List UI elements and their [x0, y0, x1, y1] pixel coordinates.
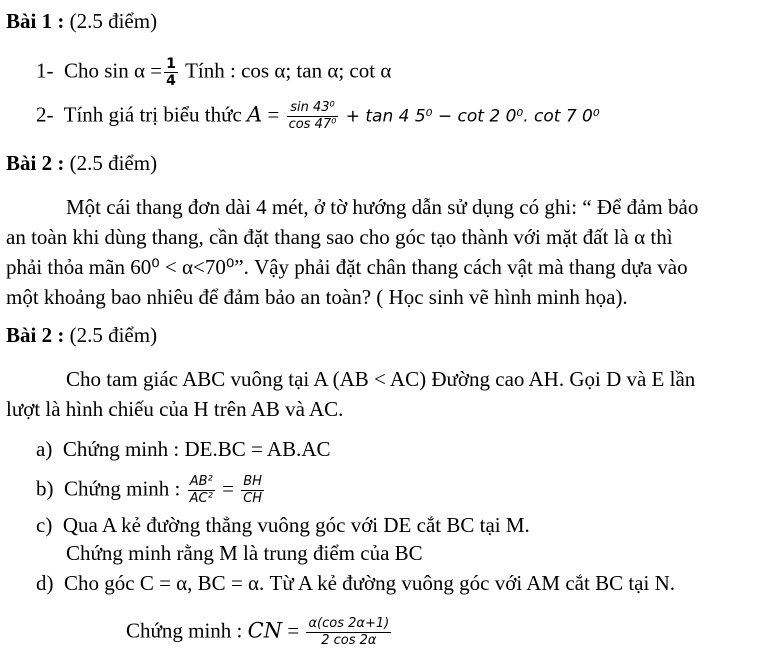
- problem3-part-a: [36, 436, 331, 462]
- item-text-after: Tính : cos α; tan α; cot α: [179, 58, 392, 83]
- frac-denominator: 4: [166, 73, 176, 89]
- fraction-sin-cos: [287, 100, 339, 133]
- fraction-ab2-ac2: [188, 474, 215, 507]
- fraction-cn: [306, 616, 391, 649]
- item-number: 2-: [36, 102, 54, 127]
- frac-denominator: AC²: [189, 491, 213, 506]
- part-text: Chứng minh : DE.BC = AB.AC: [62, 437, 331, 461]
- part-label: b): [36, 476, 54, 501]
- frac-numerator: BH: [241, 474, 264, 491]
- problem3-line1: Cho tam giác ABC vuông tại A (AB < AC) Đường cao AH. Gọi D và E lần: [66, 367, 696, 391]
- var-cn: CN: [247, 618, 283, 643]
- expression-rest: + tan 4 5⁰ − cot 2 0⁰. cot 7 0⁰: [340, 106, 600, 127]
- part-text: Chứng minh :: [64, 476, 186, 501]
- equals: =: [216, 476, 240, 501]
- frac-denominator: CH: [243, 491, 263, 506]
- part-text: Qua A kẻ đường thẳng vuông góc với DE cắt BC tại M.: [62, 513, 530, 537]
- problem2-line1: Một cái thang đơn dài 4 mét, ở tờ hướng dẫn sử dụng có ghi: “ Để đảm bảo: [66, 195, 699, 219]
- part-label: a): [36, 437, 53, 461]
- problem3-part-b: [36, 474, 266, 507]
- problem3-points: (2.5 điểm): [69, 323, 158, 347]
- frac-numerator: α(cos 2α+1): [308, 616, 390, 631]
- equals: =: [262, 102, 285, 127]
- frac-numerator: sin 43⁰: [287, 100, 339, 117]
- problem3-part-c-line2: Chứng minh rằng M là trung điểm của BC: [66, 541, 423, 565]
- equals: =: [282, 618, 305, 643]
- problem2-title: Bài 2 :: [6, 151, 65, 175]
- problem3-line2: lượt là hình chiếu của H trên AB và AC.: [6, 397, 344, 421]
- part-label: d): [36, 571, 54, 595]
- frac-numerator: 1: [166, 56, 176, 72]
- problem1-item2: [36, 100, 600, 133]
- problem2-heading: [6, 150, 157, 176]
- item-text: Tính giá trị biểu thức: [63, 102, 248, 127]
- part-label: c): [36, 513, 53, 537]
- problem1-heading: [6, 8, 157, 34]
- proof-text: Chứng minh :: [126, 618, 248, 643]
- problem3-part-c: [36, 512, 530, 538]
- frac-denominator: cos 47⁰: [288, 117, 337, 132]
- problem2-line3: phải thỏa mãn 60⁰ < α<70⁰”. Vậy phải đặt chân thang cách vật mà thang dựa vào: [6, 255, 688, 279]
- problem3-part-d: [36, 570, 675, 596]
- problem2-points: (2.5 điểm): [69, 151, 158, 175]
- problem1-title: Bài 1 :: [6, 9, 65, 33]
- frac-denominator: 2 cos 2α: [321, 633, 377, 648]
- problem1-points: (2.5 điểm): [69, 9, 158, 33]
- frac-numerator: AB²: [188, 474, 215, 491]
- var-a: A: [247, 102, 263, 127]
- problem3-title: Bài 2 :: [6, 323, 65, 347]
- item-number: 1-: [36, 58, 54, 83]
- problem2-line4: một khoảng bao nhiêu để đảm bảo an toàn? ( Học sinh vẽ hình minh họa).: [6, 285, 628, 309]
- fraction-bh-ch: [241, 474, 264, 507]
- problem3-heading: [6, 322, 157, 348]
- problem2-line2: an toàn khi dùng thang, cần đặt thang sao cho góc tạo thành với mặt đất là α thì: [6, 225, 673, 249]
- problem3-part-d-proof: [126, 616, 393, 649]
- problem1-item1: [36, 56, 391, 89]
- part-text: Cho góc C = α, BC = α. Từ A kẻ đường vuông góc với AM cắt BC tại N.: [64, 571, 675, 595]
- item-text: Cho sin α =: [64, 58, 163, 83]
- fraction-one-quarter: [164, 56, 178, 89]
